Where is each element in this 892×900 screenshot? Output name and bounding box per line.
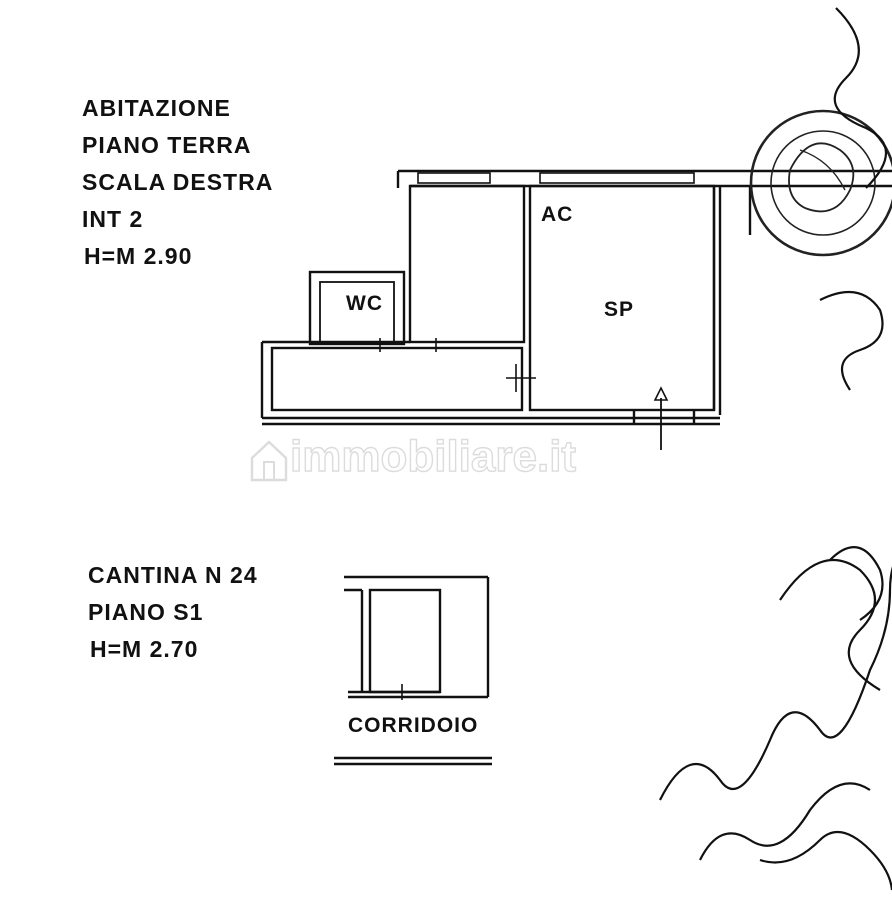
watermark-text: immobiliare.it: [290, 432, 577, 481]
abitazione-line: PIANO TERRA: [82, 132, 252, 158]
cantina-line: CANTINA N 24: [88, 562, 258, 588]
corridor-label: CORRIDOIO: [348, 714, 479, 737]
cantina-header: [88, 557, 258, 668]
cantina-line: PIANO S1: [88, 599, 204, 625]
house-icon: [248, 434, 290, 484]
cantina-height: H=M 2.70: [90, 636, 199, 662]
room-label-ac: AC: [541, 203, 574, 226]
abitazione-line: ABITAZIONE: [82, 95, 231, 121]
room-ac: [410, 186, 524, 342]
abitazione-line: INT 2: [82, 206, 144, 232]
window: [418, 173, 490, 183]
room-cantina: [370, 590, 440, 692]
watermark: [248, 432, 648, 490]
room-label-wc: WC: [346, 292, 383, 315]
signature: [660, 8, 892, 890]
abitazione-header: [82, 90, 273, 275]
room-hallway: [272, 348, 522, 410]
abitazione-line: SCALA DESTRA: [82, 169, 274, 195]
room-label-sp: SP: [604, 298, 635, 321]
abitazione-height: H=M 2.90: [84, 243, 193, 269]
window: [540, 173, 694, 183]
